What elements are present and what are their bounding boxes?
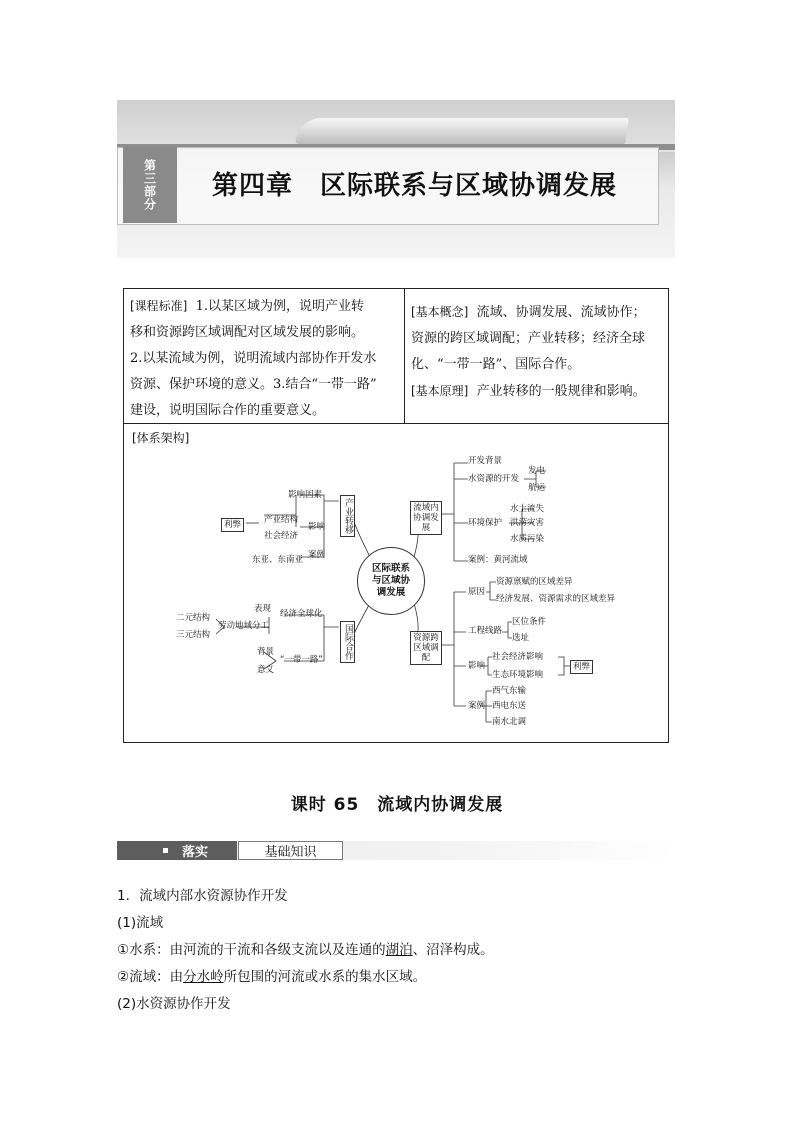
node-res-pros-cons: 利弊 [570, 660, 593, 674]
course-line: 1.以某区域为例，说明产业转 [195, 299, 365, 314]
node-ind-struct: 产业结构 [264, 515, 299, 525]
node-res-eco: 生态环境影响 [492, 670, 544, 680]
subheading-1: (1)流域 [117, 915, 164, 931]
node-basin-flood: 洪涝灾害 [510, 518, 545, 528]
node-basin-pollution: 水质污染 [510, 534, 545, 544]
concept-line: 流域、协调发展、流域协作； [476, 305, 646, 320]
node-res-reason1: 资源禀赋的区域差异 [496, 577, 573, 587]
principle-label: [基本原理] [411, 384, 469, 398]
subheading-2: (2)水资源协作开发 [117, 996, 231, 1012]
node-ind-case-value: 东亚、东南亚 [252, 555, 304, 565]
course-line: 资源、保护环境的意义。3.结合“一带一路” [130, 377, 377, 392]
node-basin-background: 开发背景 [468, 456, 503, 466]
node-basin-power: 发电 [528, 466, 546, 476]
square-bullet-icon [163, 848, 168, 853]
node-intl-manifest: 表现 [254, 604, 272, 614]
node-ind-influence: 影响 [308, 522, 326, 532]
mind-map-lines [124, 289, 670, 744]
section-subtitle: 基础知识 [238, 841, 343, 860]
node-basin-env: 环境保护 [468, 518, 503, 528]
node-intl-cooperation: 国际合作 [340, 621, 355, 663]
node-intl-meaning: 意义 [257, 665, 275, 675]
node-res-power: 西电东送 [492, 701, 527, 711]
principle-text: 产业转移的一般规律和影响。 [476, 384, 646, 399]
course-label: [课程标准] [130, 299, 188, 313]
paragraph-basin: ②流域：由分水岭所包围的河流或水系的集水区域。 [117, 969, 427, 985]
mind-map [124, 289, 670, 744]
course-line: 建设，说明国际合作的重要意义。 [130, 403, 326, 418]
node-res-influence: 影响 [468, 661, 486, 671]
node-basin: 流域内协调发展 [410, 501, 442, 535]
node-res-social: 社会经济影响 [492, 652, 544, 662]
node-res-route: 工程线路 [468, 626, 503, 636]
mind-map-center: 区际联系与区域协调发展 [357, 547, 425, 615]
heading-1: 1．流域内部水资源协作开发 [117, 888, 288, 904]
node-res-water: 南水北调 [492, 717, 527, 727]
concept-line: 资源的跨区域调配；产业转移；经济全球 [411, 331, 646, 346]
node-industry-transfer: 产业转移 [340, 495, 355, 537]
node-intl-background: 背景 [257, 647, 275, 657]
architecture-label: [体系架构] [132, 431, 190, 445]
node-res-location: 区位条件 [512, 617, 547, 627]
course-line: 2.以某流域为例，说明流域内部协作开发水 [130, 351, 377, 366]
node-intl-globalization: 经济全球化 [280, 609, 323, 619]
node-resource-transfer: 资源跨区域调配 [410, 631, 442, 665]
section-tag [117, 841, 237, 860]
node-res-reason2: 经济发展、资源需求的区域差异 [496, 594, 616, 604]
node-ind-factors: 影响因素 [288, 490, 323, 500]
blank-answer: 分水岭 [183, 969, 224, 985]
section-tag-label: 落实 [182, 845, 209, 860]
node-ind-pros-cons: 利弊 [221, 518, 244, 532]
node-basin-case: 案例：黄河流域 [468, 555, 528, 565]
node-basin-soil: 水土流失 [510, 504, 545, 514]
node-ind-econ: 社会经济 [264, 531, 299, 541]
node-basin-shipping: 航运 [528, 483, 546, 493]
node-res-reason: 原因 [468, 587, 486, 597]
node-intl-dual: 二元结构 [176, 613, 211, 623]
part-tag: 第三部分 [123, 147, 177, 223]
blank-answer: 湖泊 [385, 942, 413, 958]
node-ind-case: 案例 [308, 550, 326, 560]
node-res-gas: 西气东输 [492, 686, 527, 696]
node-intl-tri: 三元结构 [176, 630, 211, 640]
concept-label: [基本概念] [411, 305, 469, 319]
node-intl-division: 劳动地域分工 [218, 621, 270, 631]
node-res-site: 选址 [512, 633, 530, 643]
node-intl-belt-road: “一带一路” [280, 655, 323, 665]
concept-line: 化、“一带一路”、国际合作。 [411, 357, 581, 372]
banner-train-image [295, 118, 629, 144]
course-line: 移和资源跨区域调配对区域发展的影响。 [130, 325, 365, 340]
standards-box [123, 288, 669, 743]
paragraph-water-system: ①水系：由河流的干流和各级支流以及连通的湖泊、沼泽构成。 [117, 942, 494, 958]
node-basin-water-dev: 水资源的开发 [468, 474, 520, 484]
chapter-title: 第四章 区际联系与区域协调发展 [212, 171, 618, 201]
node-res-case: 案例 [468, 701, 486, 711]
lesson-title: 课时 65 流域内协调发展 [290, 795, 504, 815]
